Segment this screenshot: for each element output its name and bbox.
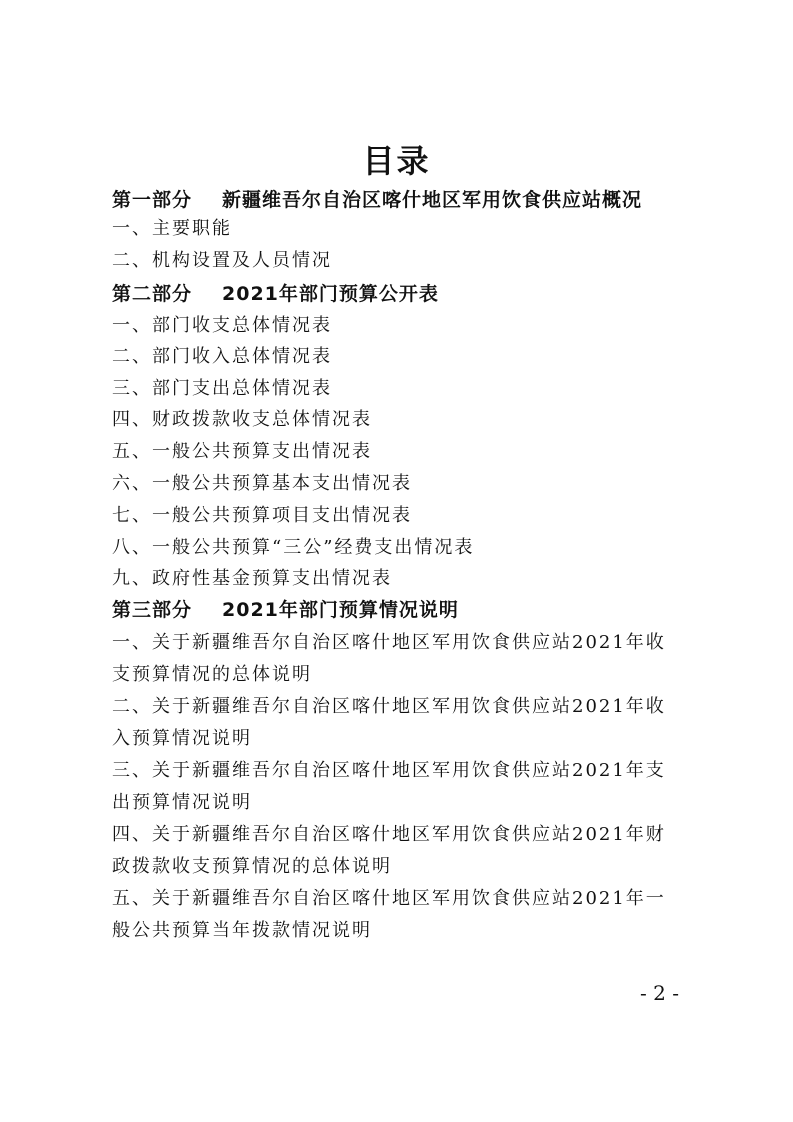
page-number: - 2 - bbox=[640, 981, 679, 1005]
section-number: 第二部分 bbox=[112, 283, 193, 305]
toc-item: 二、机构设置及人员情况 bbox=[112, 250, 332, 271]
section-title: 新疆维吾尔自治区喀什地区军用饮食供应站概况 bbox=[222, 189, 643, 211]
toc-item-line-2: 入预算情况说明 bbox=[112, 728, 252, 749]
toc-item-line-1: 四、关于新疆维吾尔自治区喀什地区军用饮食供应站2021年财 bbox=[112, 824, 666, 845]
toc-item: 七、一般公共预算项目支出情况表 bbox=[112, 505, 412, 526]
toc-item: 四、财政拨款收支总体情况表 bbox=[112, 409, 372, 430]
toc-item-line-1: 一、关于新疆维吾尔自治区喀什地区军用饮食供应站2021年收 bbox=[112, 632, 666, 653]
toc-item: 八、一般公共预算“三公”经费支出情况表 bbox=[112, 537, 475, 558]
toc-item-line-1: 五、关于新疆维吾尔自治区喀什地区军用饮食供应站2021年一 bbox=[112, 888, 666, 909]
page-title: 目录 bbox=[362, 142, 431, 180]
toc-item: 九、政府性基金预算支出情况表 bbox=[112, 568, 392, 589]
section-heading-part-1 bbox=[112, 187, 642, 213]
section-number: 第一部分 bbox=[112, 189, 193, 211]
toc-item-line-2: 政拨款收支预算情况的总体说明 bbox=[112, 856, 392, 877]
toc-item-line-2: 出预算情况说明 bbox=[112, 792, 252, 813]
toc-item-line-2: 般公共预算当年拨款情况说明 bbox=[112, 920, 372, 941]
section-number: 第三部分 bbox=[112, 599, 193, 621]
toc-item: 二、部门收入总体情况表 bbox=[112, 346, 332, 367]
toc-item-line-1: 三、关于新疆维吾尔自治区喀什地区军用饮食供应站2021年支 bbox=[112, 760, 666, 781]
toc-item: 五、一般公共预算支出情况表 bbox=[112, 441, 372, 462]
section-heading-part-2 bbox=[112, 281, 439, 307]
section-heading-part-3 bbox=[112, 597, 459, 623]
toc-item: 一、主要职能 bbox=[112, 218, 232, 239]
toc-item-line-1: 二、关于新疆维吾尔自治区喀什地区军用饮食供应站2021年收 bbox=[112, 696, 666, 717]
section-title: 2021年部门预算公开表 bbox=[222, 283, 439, 305]
section-title: 2021年部门预算情况说明 bbox=[222, 599, 459, 621]
toc-item-line-2: 支预算情况的总体说明 bbox=[112, 664, 312, 685]
toc-item: 一、部门收支总体情况表 bbox=[112, 315, 332, 336]
toc-item: 三、部门支出总体情况表 bbox=[112, 378, 332, 399]
toc-item: 六、一般公共预算基本支出情况表 bbox=[112, 473, 412, 494]
